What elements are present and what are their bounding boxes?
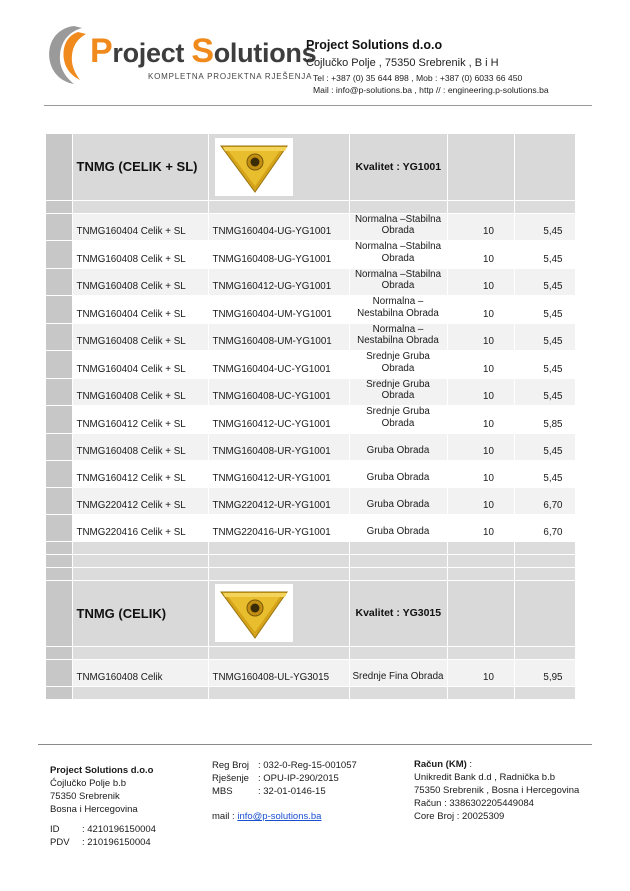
row-margin [46, 406, 72, 434]
spacer-cell [208, 541, 349, 554]
footer-id: ID : 4210196150004 [50, 824, 156, 835]
group-header-blank [514, 134, 575, 200]
logo-tagline: KOMPLETNA PROJEKTNA RJEŠENJA [148, 72, 313, 81]
spacer-cell [208, 554, 349, 567]
footer-id-block [50, 823, 210, 849]
spacer-cell [208, 200, 349, 213]
header-divider [44, 105, 592, 106]
product-name: TNMG160404 Celik + SL [72, 213, 208, 241]
row-margin [46, 659, 72, 686]
product-name: TNMG220416 Celik + SL [72, 514, 208, 541]
company-mail: Mail : info@p-solutions.ba , http // : engineering.p-solutions.ba [313, 85, 549, 95]
footer-address-2: 75350 Srebrenik [50, 791, 120, 802]
triangular-insert-icon [215, 584, 293, 642]
product-code: TNMG160404-UG-YG1001 [208, 213, 349, 241]
spacer-cell [349, 686, 447, 699]
machining-type: Gruba Obrada [349, 433, 447, 460]
spacer-cell [447, 567, 514, 580]
spacer-cell [72, 541, 208, 554]
unit-price: 5,45 [514, 268, 575, 296]
row-margin [46, 460, 72, 487]
logo-swoosh-icon [44, 22, 92, 88]
company-logo [44, 22, 317, 92]
spacer-cell [514, 567, 575, 580]
package-qty: 10 [447, 296, 514, 324]
spacer-cell [72, 686, 208, 699]
spacer-cell [208, 686, 349, 699]
spacer-cell [72, 567, 208, 580]
product-code: TNMG160412-UC-YG1001 [208, 406, 349, 434]
spacer-cell [349, 646, 447, 659]
product-name: TNMG160412 Celik + SL [72, 406, 208, 434]
package-qty: 10 [447, 213, 514, 241]
group-quality: Kvalitet : YG3015 [355, 607, 442, 619]
table-row [46, 378, 575, 406]
spacer-cell [46, 541, 72, 554]
group-title: TNMG (CELIK) [76, 605, 167, 621]
company-name: Project Solutions d.o.o [306, 38, 443, 52]
table-row [46, 351, 575, 379]
package-qty: 10 [447, 487, 514, 514]
product-code: TNMG160408-UC-YG1001 [208, 378, 349, 406]
product-name: TNMG160408 Celik [72, 659, 208, 686]
machining-type: Gruba Obrada [349, 514, 447, 541]
group-quality-cell [349, 134, 447, 200]
spacer-cell [514, 541, 575, 554]
group-image-cell [208, 134, 349, 200]
spacer-cell [447, 554, 514, 567]
table-row [46, 659, 575, 686]
group-header-row [46, 134, 575, 200]
spacer-cell [514, 686, 575, 699]
group-title-cell [72, 134, 208, 200]
table-row [46, 296, 575, 324]
product-code: TNMG220416-UR-YG1001 [208, 514, 349, 541]
row-margin [46, 433, 72, 460]
footer-bank-name: Unikredit Bank d.d , Radnička b.b [414, 772, 555, 783]
company-address: Ćojlučko Polje , 75350 Srebrenik , B i H [306, 57, 499, 69]
group-header-margin [46, 134, 72, 200]
product-name: TNMG160408 Celik + SL [72, 323, 208, 351]
spacer-cell [514, 554, 575, 567]
footer-address-3: Bosna i Hercegovina [50, 804, 138, 815]
product-name: TNMG160408 Celik + SL [72, 378, 208, 406]
footer-bank [414, 758, 604, 823]
row-margin [46, 268, 72, 296]
product-name: TNMG160408 Celik + SL [72, 433, 208, 460]
product-code: TNMG160408-UG-YG1001 [208, 241, 349, 269]
unit-price: 5,85 [514, 406, 575, 434]
footer-core-number: Core Broj : 20025309 [414, 811, 505, 822]
machining-type: Normalna – Nestabilna Obrada [349, 296, 447, 324]
footer-divider [38, 744, 592, 745]
row-margin [46, 351, 72, 379]
company-header [306, 38, 606, 95]
package-qty: 10 [447, 406, 514, 434]
table-row [46, 514, 575, 541]
package-qty: 10 [447, 659, 514, 686]
price-table [46, 134, 576, 700]
product-code: TNMG160412-UR-YG1001 [208, 460, 349, 487]
unit-price: 5,45 [514, 433, 575, 460]
row-margin [46, 378, 72, 406]
product-code: TNMG220412-UR-YG1001 [208, 487, 349, 514]
spacer-row [46, 646, 575, 659]
package-qty: 10 [447, 351, 514, 379]
machining-type: Srednje Fina Obrada [349, 659, 447, 686]
row-margin [46, 323, 72, 351]
unit-price: 6,70 [514, 487, 575, 514]
group-header-blank [514, 580, 575, 646]
group-title-cell [72, 580, 208, 646]
spacer-row [46, 554, 575, 567]
product-name: TNMG160404 Celik + SL [72, 296, 208, 324]
product-code: TNMG160408-UM-YG1001 [208, 323, 349, 351]
table-row [46, 487, 575, 514]
table-row [46, 323, 575, 351]
machining-type: Srednje Gruba Obrada [349, 351, 447, 379]
unit-price: 5,45 [514, 323, 575, 351]
row-margin [46, 241, 72, 269]
machining-type: Normalna –Stabilna Obrada [349, 213, 447, 241]
spacer-cell [72, 646, 208, 659]
group-quality: Kvalitet : YG1001 [355, 160, 442, 173]
row-margin [46, 487, 72, 514]
footer-reg: Reg Broj : 032-0-Reg-15-001057 [212, 760, 357, 771]
group-header-blank [447, 580, 514, 646]
product-code: TNMG160408-UL-YG3015 [208, 659, 349, 686]
footer-account-number: Račun : 3386302205449084 [414, 798, 534, 809]
table-row [46, 241, 575, 269]
spacer-cell [46, 686, 72, 699]
group-header-row [46, 580, 575, 646]
table-row [46, 268, 575, 296]
footer-pdv: PDV : 210196150004 [50, 837, 151, 848]
unit-price: 5,45 [514, 296, 575, 324]
footer-mail: mail : info@p-solutions.ba [212, 811, 322, 822]
group-header-margin [46, 580, 72, 646]
footer-address-1: Ćojlučko Polje b.b [50, 778, 127, 789]
product-code: TNMG160408-UR-YG1001 [208, 433, 349, 460]
table-row [46, 213, 575, 241]
unit-price: 5,45 [514, 213, 575, 241]
footer-rjesenje: Rješenje : OPU-IP-290/2015 [212, 773, 339, 784]
product-code: TNMG160404-UC-YG1001 [208, 351, 349, 379]
spacer-cell [46, 646, 72, 659]
package-qty: 10 [447, 460, 514, 487]
unit-price: 5,45 [514, 378, 575, 406]
footer-company-name: Project Solutions d.o.o [50, 765, 154, 776]
unit-price: 5,45 [514, 241, 575, 269]
footer-mail-link[interactable]: info@p-solutions.ba [237, 811, 322, 822]
spacer-cell [46, 567, 72, 580]
footer-registration [212, 759, 392, 823]
product-code: TNMG160412-UG-YG1001 [208, 268, 349, 296]
spacer-cell [447, 646, 514, 659]
product-name: TNMG160404 Celik + SL [72, 351, 208, 379]
unit-price: 5,45 [514, 351, 575, 379]
unit-price: 5,45 [514, 460, 575, 487]
product-name: TNMG220412 Celik + SL [72, 487, 208, 514]
table-row [46, 406, 575, 434]
table-row [46, 433, 575, 460]
group-title: TNMG (CELIK + SL) [76, 159, 198, 175]
footer-company [50, 764, 210, 849]
footer-mbs: MBS : 32-01-0146-15 [212, 786, 326, 797]
unit-price: 6,70 [514, 514, 575, 541]
package-qty: 10 [447, 378, 514, 406]
product-code: TNMG160404-UM-YG1001 [208, 296, 349, 324]
package-qty: 10 [447, 268, 514, 296]
spacer-cell [208, 646, 349, 659]
spacer-cell [208, 567, 349, 580]
row-margin [46, 213, 72, 241]
spacer-cell [72, 200, 208, 213]
logo-wordmark: Project Solutions [90, 32, 317, 70]
group-image-cell [208, 580, 349, 646]
package-qty: 10 [447, 514, 514, 541]
spacer-row [46, 541, 575, 554]
spacer-cell [46, 200, 72, 213]
package-qty: 10 [447, 241, 514, 269]
company-phone: Tel : +387 (0) 35 644 898 , Mob : +387 (0) 6033 66 450 [313, 73, 523, 83]
spacer-cell [349, 567, 447, 580]
spacer-row [46, 686, 575, 699]
package-qty: 10 [447, 433, 514, 460]
group-quality-cell [349, 580, 447, 646]
spacer-cell [46, 554, 72, 567]
spacer-row [46, 567, 575, 580]
row-margin [46, 296, 72, 324]
table-row [46, 460, 575, 487]
machining-type: Normalna –Stabilna Obrada [349, 268, 447, 296]
machining-type: Srednje Gruba Obrada [349, 378, 447, 406]
footer-account-title: Račun (KM) : [414, 759, 473, 770]
machining-type: Normalna –Stabilna Obrada [349, 241, 447, 269]
spacer-cell [514, 646, 575, 659]
product-name: TNMG160412 Celik + SL [72, 460, 208, 487]
spacer-cell [447, 686, 514, 699]
package-qty: 10 [447, 323, 514, 351]
spacer-cell [349, 541, 447, 554]
spacer-cell [72, 554, 208, 567]
product-name: TNMG160408 Celik + SL [72, 241, 208, 269]
product-name: TNMG160408 Celik + SL [72, 268, 208, 296]
machining-type: Gruba Obrada [349, 460, 447, 487]
triangular-insert-icon [215, 138, 293, 196]
group-header-blank [447, 134, 514, 200]
unit-price: 5,95 [514, 659, 575, 686]
machining-type: Srednje Gruba Obrada [349, 406, 447, 434]
spacer-cell [447, 541, 514, 554]
spacer-cell [349, 200, 447, 213]
spacer-cell [349, 554, 447, 567]
row-margin [46, 514, 72, 541]
footer-bank-address: 75350 Srebrenik , Bosna i Hercegovina [414, 785, 580, 796]
spacer-cell [514, 200, 575, 213]
machining-type: Gruba Obrada [349, 487, 447, 514]
machining-type: Normalna – Nestabilna Obrada [349, 323, 447, 351]
spacer-row [46, 200, 575, 213]
spacer-cell [447, 200, 514, 213]
